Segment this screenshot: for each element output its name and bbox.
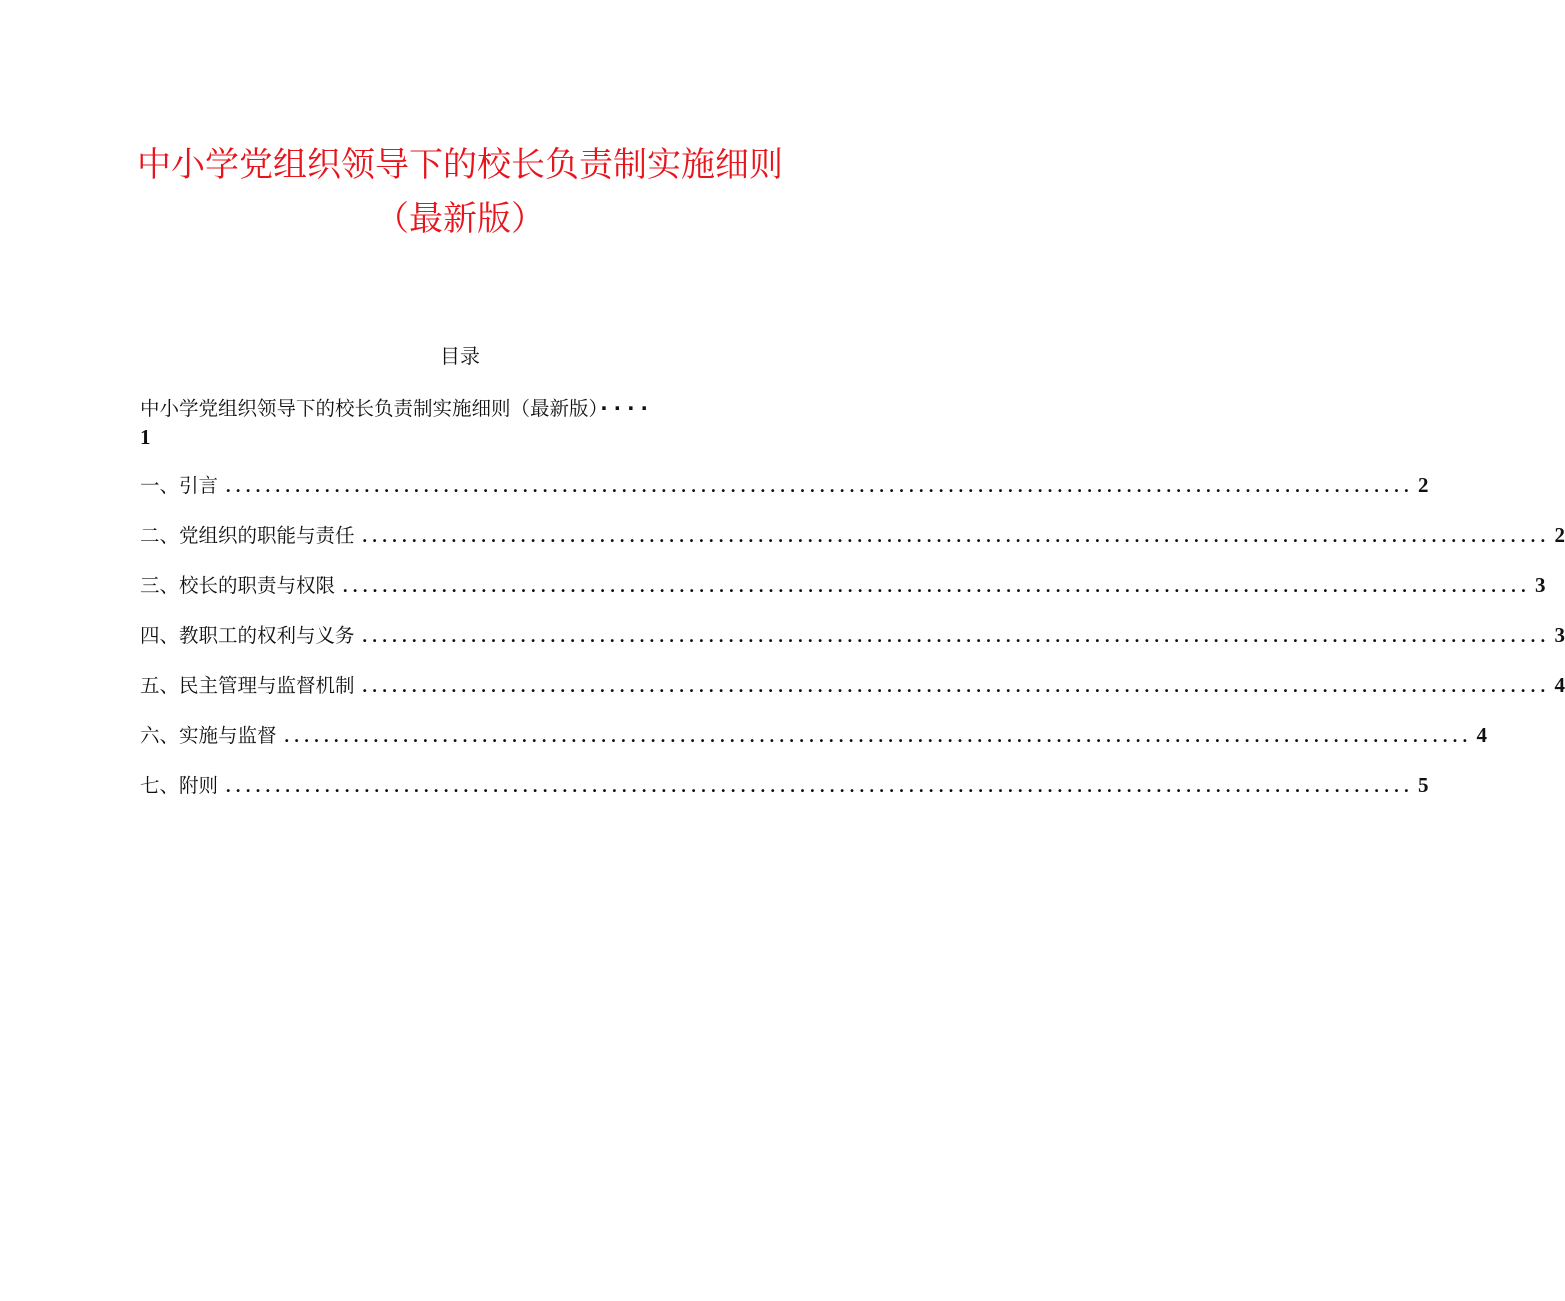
toc-heading: 目录: [440, 344, 480, 368]
toc-entry-page: 3: [1554, 623, 1565, 647]
toc-entry-page: 5: [1418, 773, 1429, 797]
toc-entry-1[interactable]: [140, 470, 1429, 520]
toc-entry-2[interactable]: [140, 520, 1565, 570]
toc-entry-leader: ····: [600, 397, 654, 420]
toc-entry-label: 中小学党组织领导下的校长负责制实施细则（最新版）: [140, 397, 599, 420]
toc-dot-leader: ........................................................................................................................: [343, 576, 1532, 596]
toc-entry-page: 4: [1476, 723, 1488, 747]
toc-entry-title[interactable]: [140, 394, 780, 450]
toc-entry-label: 七、附则: [140, 774, 219, 797]
toc-entry-page: 1: [140, 425, 151, 449]
toc-entry-page: 4: [1554, 673, 1565, 697]
table-of-contents: [140, 394, 1565, 820]
toc-entry-label: 一、引言: [140, 474, 219, 497]
toc-entry-label: 三、校长的职责与权限: [140, 574, 336, 597]
toc-dot-leader: ........................................................................................................................: [362, 676, 1551, 696]
toc-entry-page: 3: [1535, 573, 1546, 597]
document-title: 中小学党组织领导下的校长负责制实施细则（最新版）: [137, 145, 783, 239]
toc-entry-label: 六、实施与监督: [140, 724, 277, 747]
toc-dot-leader: ........................................................................................................................: [362, 526, 1551, 546]
toc-dot-leader: ........................................................................................................................: [226, 476, 1415, 496]
toc-dot-leader: ........................................................................................................................: [362, 626, 1551, 646]
toc-entry-7[interactable]: [140, 770, 1429, 820]
toc-dot-leader: ........................................................................................................................: [226, 776, 1415, 796]
toc-entry-label: 五、民主管理与监督机制: [140, 674, 355, 697]
toc-entry-label: 四、教职工的权利与义务: [140, 624, 355, 647]
toc-entry-label: 二、党组织的职能与责任: [140, 524, 355, 547]
toc-entry-6[interactable]: [140, 720, 1488, 770]
toc-entry-3[interactable]: [140, 570, 1546, 620]
toc-entry-5[interactable]: [140, 670, 1565, 720]
toc-entry-page: 2: [1418, 473, 1429, 497]
toc-entry-4[interactable]: [140, 620, 1565, 670]
toc-dot-leader: ........................................................................................................................: [284, 726, 1473, 746]
toc-entry-page: 2: [1554, 523, 1565, 547]
